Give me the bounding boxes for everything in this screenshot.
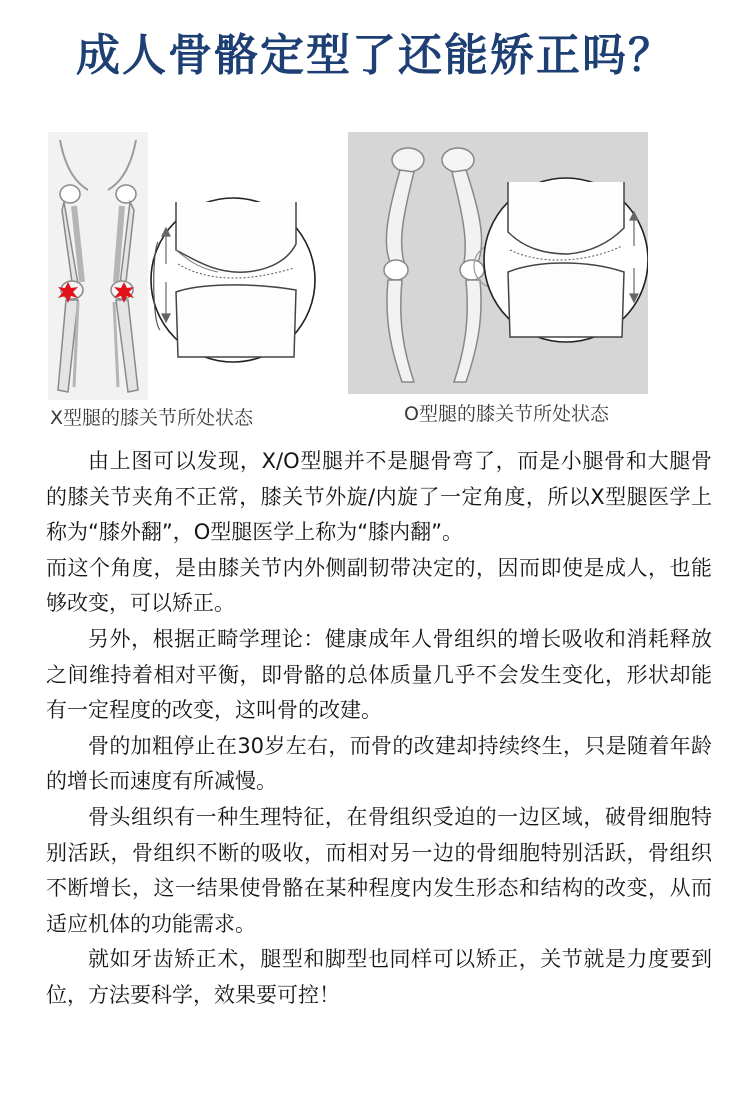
x-leg-figure [48, 132, 320, 400]
paragraph-4: 骨的加粗停止在30岁左右，而骨的改建却持续终生，只是随着年龄的增长而速度有所减慢。 [46, 733, 712, 794]
paragraph-1: 由上图可以发现，X/O型腿并不是腿骨弯了，而是小腿骨和大腿骨的膝关节夹角不正常，膝关节外旋/内旋了一定角度，所以X型腿医学上称为“膝外翻”，O型腿医学上称为“膝内翻”。 [46, 449, 712, 545]
page-title: 成人骨骼定型了还能矫正吗？ [76, 30, 674, 81]
x-leg-knee-illustration [48, 132, 320, 400]
x-leg-caption: X型腿的膝关节所处状态 [50, 407, 254, 429]
o-leg-knee-illustration [348, 132, 648, 394]
paragraph-2: 而这个角度，是由膝关节内外侧副韧带决定的，因而即使是成人，也能够改变，可以矫正。 [46, 555, 712, 616]
paragraph-5: 骨头组织有一种生理特征，在骨组织受迫的一边区域，破骨细胞特别活跃，骨组织不断的吸收，而相对另一边的骨细胞特别活跃，骨组织不断增长，这一结果使骨骼在某种程度内发生形态和结构的改变，从而适应机体的功能需求。 [46, 804, 712, 936]
o-leg-caption: O型腿的膝关节所处状态 [404, 403, 609, 425]
o-leg-figure [348, 132, 648, 394]
paragraph-6: 就如牙齿矫正术，腿型和脚型也同样可以矫正，关节就是力度要到位，方法要科学，效果要可控！ [46, 947, 712, 1007]
paragraph-3: 另外，根据正畸学理论：健康成年人骨组织的增长吸收和消耗释放之间维持着相对平衡，即骨骼的总体质量几乎不会发生变化，形状却能有一定程度的改变，这叫骨的改建。 [46, 626, 712, 723]
article-body [46, 444, 712, 1014]
